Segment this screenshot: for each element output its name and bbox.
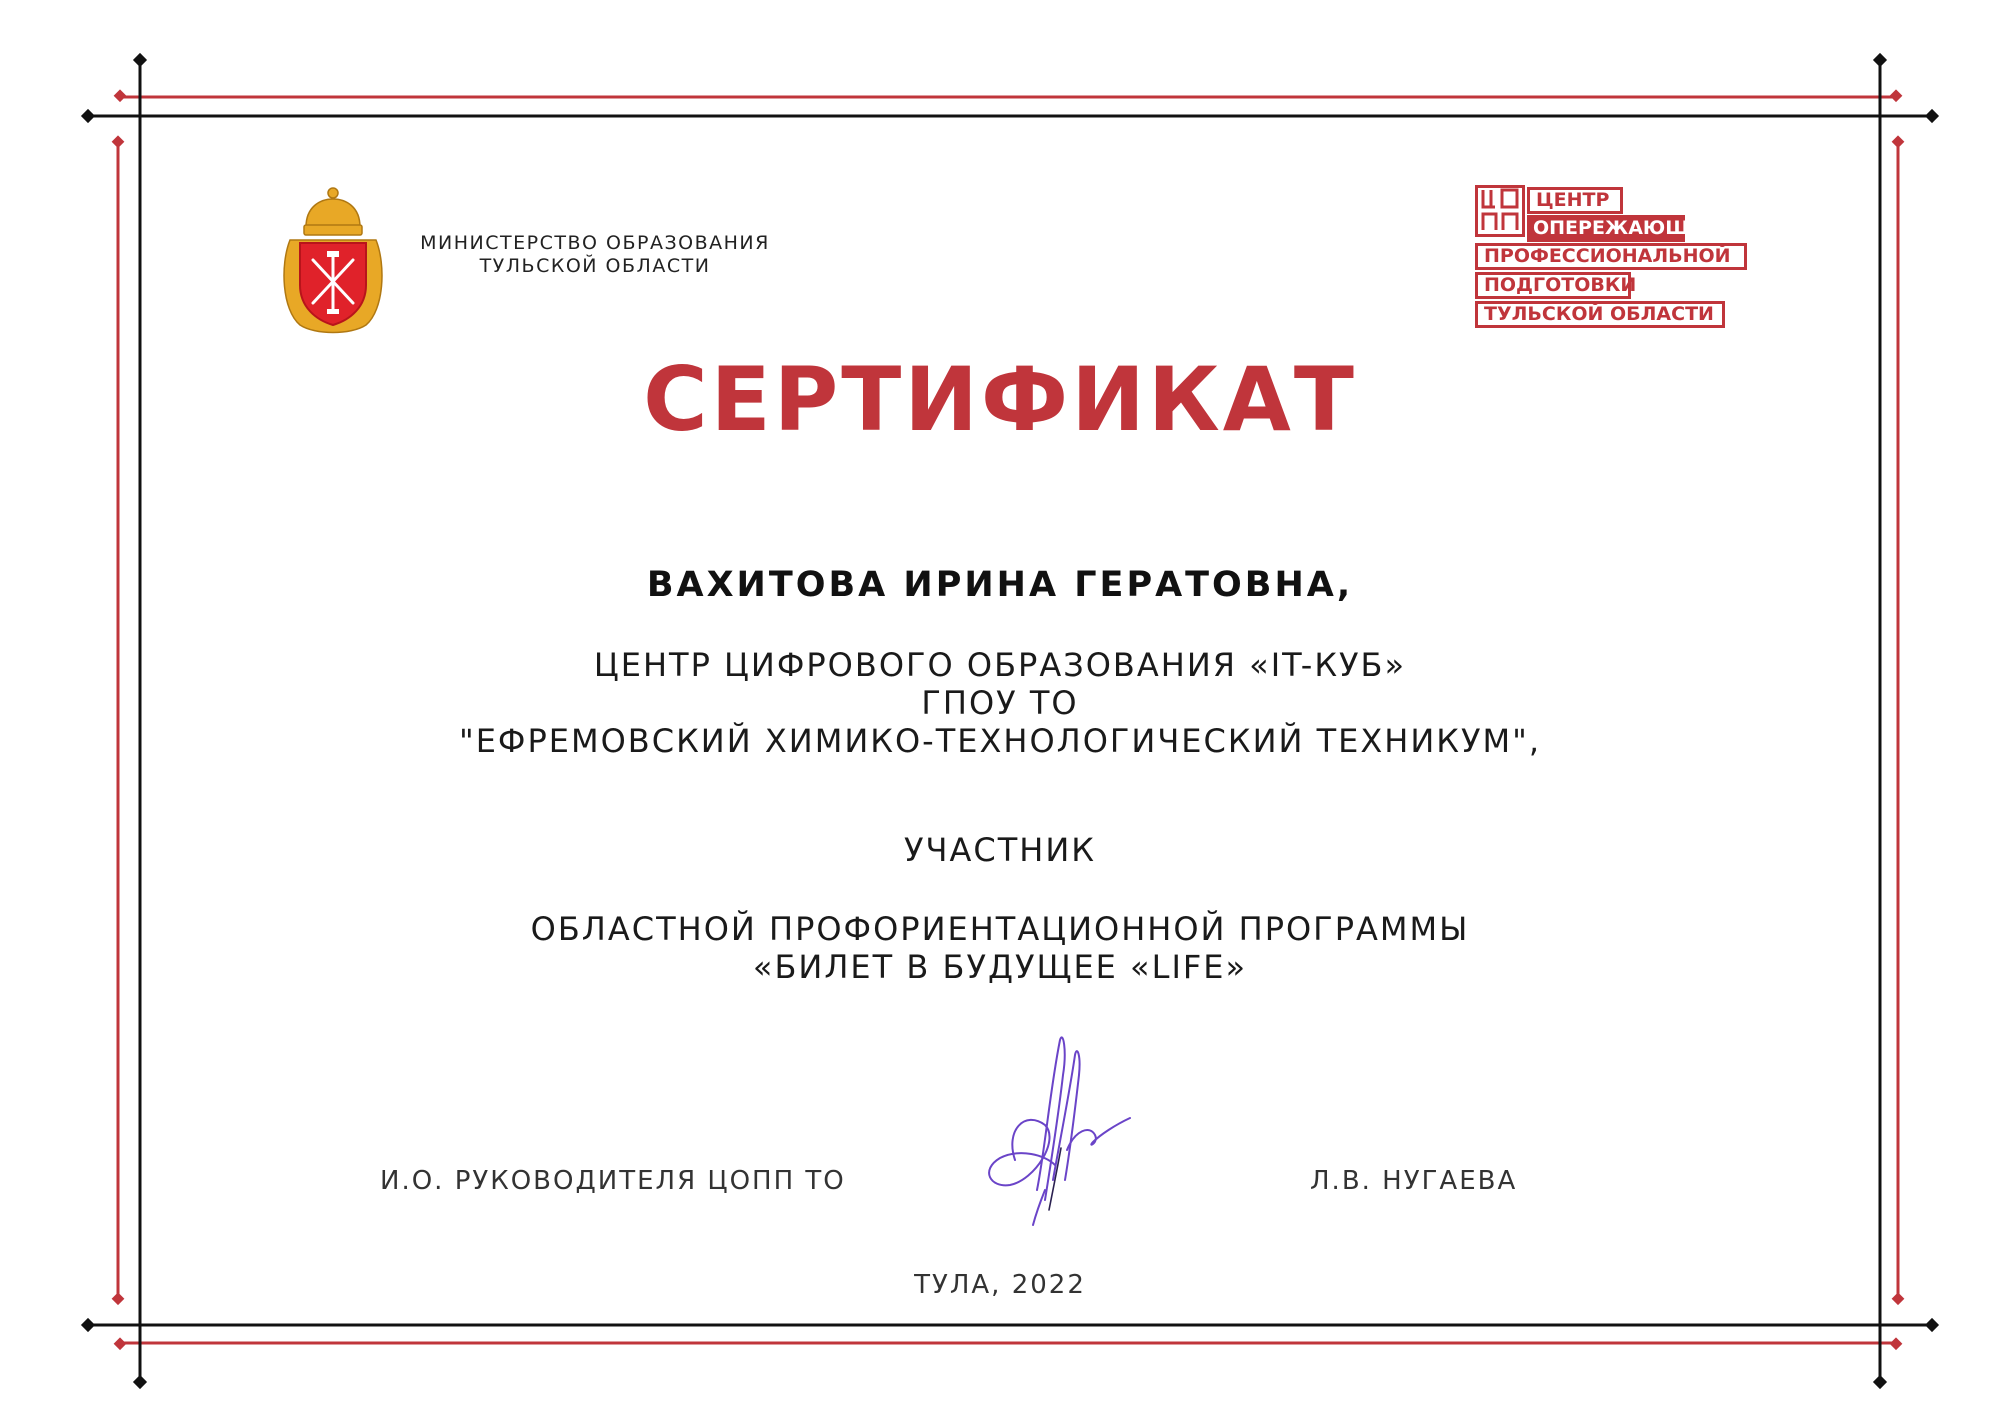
signatory-position: И.О. РУКОВОДИТЕЛЯ ЦОПП ТО	[380, 1166, 846, 1196]
participant-role: УЧАСТНИК	[904, 831, 1096, 869]
tula-coat-of-arms-icon	[280, 185, 386, 335]
copp-line-5: ТУЛЬСКОЙ ОБЛАСТИ	[1475, 301, 1725, 328]
certificate-title: СЕРТИФИКАТ	[643, 348, 1357, 451]
program-name	[0, 910, 2000, 986]
ministry-name-line2: ТУЛЬСКОЙ ОБЛАСТИ	[479, 255, 711, 277]
ministry-name	[395, 232, 795, 278]
copp-line-2: ОПЕРЕЖАЮЩЕЙ	[1527, 215, 1685, 242]
handwritten-signature	[975, 1030, 1135, 1230]
recipient-name: ВАХИТОВА ИРИНА ГЕРАТОВНА,	[646, 565, 1354, 605]
program-line1: ОБЛАСТНОЙ ПРОФОРИЕНТАЦИОННОЙ ПРОГРАММЫ	[530, 910, 1470, 948]
ministry-name-line1: МИНИСТЕРСТВО ОБРАЗОВАНИЯ	[420, 232, 770, 254]
copp-line-3: ПРОФЕССИОНАЛЬНОЙ	[1475, 243, 1747, 270]
organization-line1: ЦЕНТР ЦИФРОВОГО ОБРАЗОВАНИЯ «IT-КУБ»	[593, 646, 1407, 684]
program-line2: «БИЛЕТ В БУДУЩЕЕ «LIFE»	[752, 948, 1248, 986]
organization-line3: "ЕФРЕМОВСКИЙ ХИМИКО-ТЕХНОЛОГИЧЕСКИЙ ТЕХНИКУМ",	[458, 722, 1542, 760]
place-and-year: ТУЛА, 2022	[914, 1270, 1086, 1300]
recipient-organization	[0, 646, 2000, 760]
copp-line-1: ЦЕНТР	[1527, 187, 1623, 214]
copp-line-4: ПОДГОТОВКИ	[1475, 272, 1631, 299]
signatory-name: Л.В. НУГАЕВА	[1310, 1166, 1518, 1196]
organization-line2: ГПОУ ТО	[921, 684, 1079, 722]
copp-mark-icon	[1475, 185, 1525, 237]
